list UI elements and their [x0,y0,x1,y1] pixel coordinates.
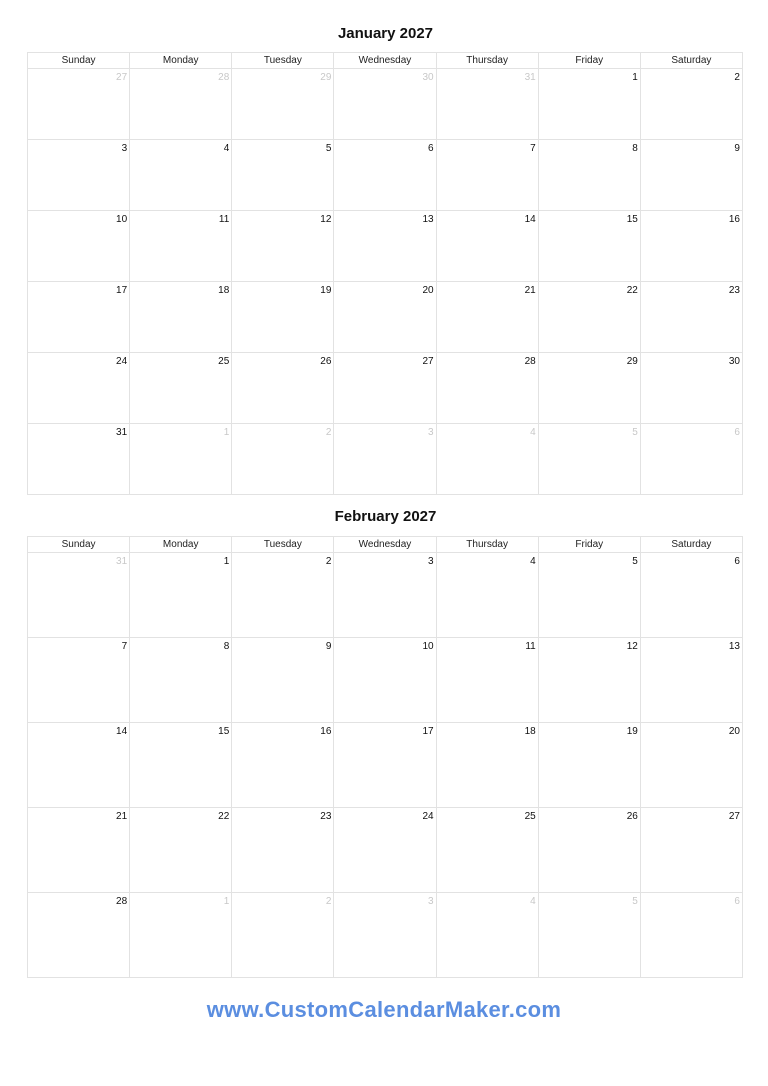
day-cell[interactable] [539,638,641,722]
day-cell[interactable] [130,808,232,892]
day-cell[interactable] [28,723,130,807]
day-number: 27 [116,72,128,83]
day-number: 14 [116,726,128,737]
day-number: 16 [728,214,740,225]
day-cell[interactable] [232,553,334,637]
day-cell-other-month[interactable] [232,893,334,977]
day-number: 9 [325,641,332,652]
day-cell-other-month[interactable] [232,69,334,139]
day-cell[interactable] [539,211,641,281]
day-cell[interactable] [334,723,436,807]
week-row [28,638,742,723]
day-number: 6 [734,556,740,567]
day-cell-other-month[interactable] [334,69,436,139]
day-cell[interactable] [334,282,436,352]
day-number: 9 [734,143,740,154]
day-number: 22 [626,285,638,296]
day-number: 31 [116,427,128,438]
day-cell-other-month[interactable] [130,424,232,494]
day-cell[interactable] [28,353,130,423]
day-cell[interactable] [539,553,641,637]
day-cell[interactable] [334,553,436,637]
weekday-label: Wednesday [334,53,436,68]
day-number: 4 [530,556,536,567]
day-cell[interactable] [130,553,232,637]
day-cell[interactable] [130,723,232,807]
day-number: 20 [422,285,434,296]
day-cell[interactable] [437,808,539,892]
day-cell[interactable] [539,723,641,807]
week-row [28,893,742,977]
week-row [28,723,742,808]
week-row [28,553,742,638]
day-number: 8 [223,641,230,652]
day-number: 10 [422,641,434,652]
day-cell[interactable] [130,140,232,210]
day-number: 5 [632,556,638,567]
day-cell-other-month[interactable] [437,424,539,494]
day-number: 11 [525,641,536,652]
day-number: 20 [728,726,740,737]
day-number: 29 [626,356,638,367]
calendar-grid [27,536,743,978]
weekday-label: Monday [130,537,232,552]
day-cell[interactable] [641,353,742,423]
day-number: 2 [325,896,332,907]
day-number: 26 [320,356,332,367]
day-cell[interactable] [130,211,232,281]
day-cell[interactable] [232,211,334,281]
day-cell[interactable] [641,140,742,210]
weekday-label: Friday [539,53,641,68]
day-number: 6 [428,143,434,154]
day-number: 3 [428,427,434,438]
day-number: 21 [116,811,128,822]
day-cell[interactable] [539,69,641,139]
day-number: 25 [524,811,536,822]
day-number: 26 [626,811,638,822]
week-row [28,69,742,140]
weekday-label: Saturday [671,55,712,66]
day-number: 7 [121,641,128,652]
day-number: 27 [422,356,434,367]
day-number: 4 [530,427,536,438]
day-cell[interactable] [641,808,742,892]
day-number: 28 [218,72,230,83]
day-number: 27 [728,811,740,822]
day-number: 22 [218,811,230,822]
day-cell[interactable] [28,638,130,722]
day-number: 1 [223,556,230,567]
day-cell[interactable] [28,211,130,281]
day-number: 1 [223,427,230,438]
weekday-label: Sunday [28,53,130,68]
day-cell-other-month[interactable] [232,424,334,494]
day-cell[interactable] [334,211,436,281]
day-number: 23 [320,811,332,822]
day-cell[interactable] [28,140,130,210]
day-number: 2 [325,556,332,567]
day-cell[interactable] [28,808,130,892]
day-number: 4 [530,896,536,907]
weekday-label: Thursday [437,53,539,68]
day-cell[interactable] [437,553,539,637]
week-row [28,424,742,494]
day-cell[interactable] [232,140,334,210]
day-number: 1 [223,896,230,907]
day-number: 16 [320,726,332,737]
day-cell[interactable] [641,69,742,139]
day-number: 24 [116,356,128,367]
day-number: 21 [524,285,536,296]
weekday-label: Tuesday [232,537,334,552]
day-number: 17 [116,285,128,296]
month-title: January 2027 [337,25,434,42]
day-number: 5 [632,427,638,438]
day-number: 3 [121,143,128,154]
day-number: 31 [116,556,128,567]
day-number: 13 [422,214,434,225]
website-link[interactable]: www.CustomCalendarMaker.com [206,997,562,1022]
day-number: 3 [428,556,434,567]
day-cell[interactable] [539,282,641,352]
day-cell-other-month[interactable] [641,424,742,494]
week-row [28,211,742,282]
day-cell-other-month[interactable] [539,424,641,494]
day-number: 15 [626,214,638,225]
day-cell-other-month[interactable] [130,69,232,139]
week-row [28,808,742,893]
day-number: 28 [524,356,536,367]
day-cell-other-month[interactable] [130,893,232,977]
day-number: 5 [325,143,332,154]
day-cell-other-month[interactable] [334,424,436,494]
day-number: 19 [626,726,638,737]
day-cell[interactable] [539,353,641,423]
day-number: 15 [218,726,230,737]
week-row [28,282,742,353]
day-cell[interactable] [437,140,539,210]
day-number: 19 [320,285,332,296]
weekday-label: Friday [539,537,641,552]
day-number: 23 [728,285,740,296]
weekday-label: Monday [130,53,232,68]
day-cell[interactable] [232,353,334,423]
day-number: 6 [734,427,740,438]
day-cell[interactable] [334,353,436,423]
day-cell-other-month[interactable] [641,893,742,977]
day-cell[interactable] [130,282,232,352]
day-number: 11 [218,214,230,225]
day-number: 6 [734,896,740,907]
day-number: 12 [320,214,332,225]
day-cell-other-month[interactable] [28,553,130,637]
day-cell[interactable] [130,353,232,423]
day-cell[interactable] [334,140,436,210]
calendar-grid [27,52,743,495]
day-cell[interactable] [232,282,334,352]
day-cell-other-month[interactable] [437,893,539,977]
day-cell[interactable] [641,282,742,352]
day-cell[interactable] [437,638,539,722]
day-number: 3 [428,896,434,907]
day-number: 1 [632,72,638,83]
week-row [28,353,742,424]
day-number: 28 [116,896,128,907]
day-number: 4 [223,143,230,154]
day-number: 13 [728,641,740,652]
day-cell[interactable] [232,723,334,807]
day-cell[interactable] [641,553,742,637]
day-cell[interactable] [641,723,742,807]
weekday-label: Sunday [28,537,130,552]
day-number: 25 [218,356,230,367]
day-cell[interactable] [437,353,539,423]
day-cell-other-month[interactable] [437,69,539,139]
day-cell[interactable] [28,424,130,494]
day-number: 7 [530,143,536,154]
day-cell[interactable] [28,893,130,977]
day-cell[interactable] [641,638,742,722]
day-number: 18 [524,726,536,737]
day-cell[interactable] [28,282,130,352]
day-number: 12 [626,641,638,652]
day-cell-other-month[interactable] [539,893,641,977]
day-cell[interactable] [539,140,641,210]
day-number: 2 [734,72,740,83]
day-number: 10 [116,214,128,225]
day-number: 18 [218,285,230,296]
day-number: 17 [422,726,434,737]
day-number: 31 [524,72,536,83]
day-cell[interactable] [641,211,742,281]
day-cell[interactable] [437,723,539,807]
day-number: 2 [325,427,332,438]
day-cell[interactable] [334,638,436,722]
day-number: 14 [524,214,536,225]
day-number: 29 [320,72,332,83]
weekday-header [28,537,742,553]
day-number: 8 [632,143,638,154]
day-number: 30 [728,356,740,367]
day-cell[interactable] [437,211,539,281]
weekday-label: Tuesday [232,53,334,68]
day-cell-other-month[interactable] [28,69,130,139]
weekday-label: Saturday [671,539,712,550]
day-cell-other-month[interactable] [334,893,436,977]
week-row [28,140,742,211]
day-cell[interactable] [232,638,334,722]
day-number: 24 [422,811,434,822]
day-cell[interactable] [437,282,539,352]
day-cell[interactable] [232,808,334,892]
month-title: February 2027 [334,508,437,525]
weekday-header [28,53,742,69]
weekday-label: Thursday [437,537,539,552]
day-cell[interactable] [539,808,641,892]
day-cell[interactable] [130,638,232,722]
day-cell[interactable] [334,808,436,892]
day-number: 30 [422,72,434,83]
day-number: 5 [632,896,638,907]
weekday-label: Wednesday [334,537,436,552]
